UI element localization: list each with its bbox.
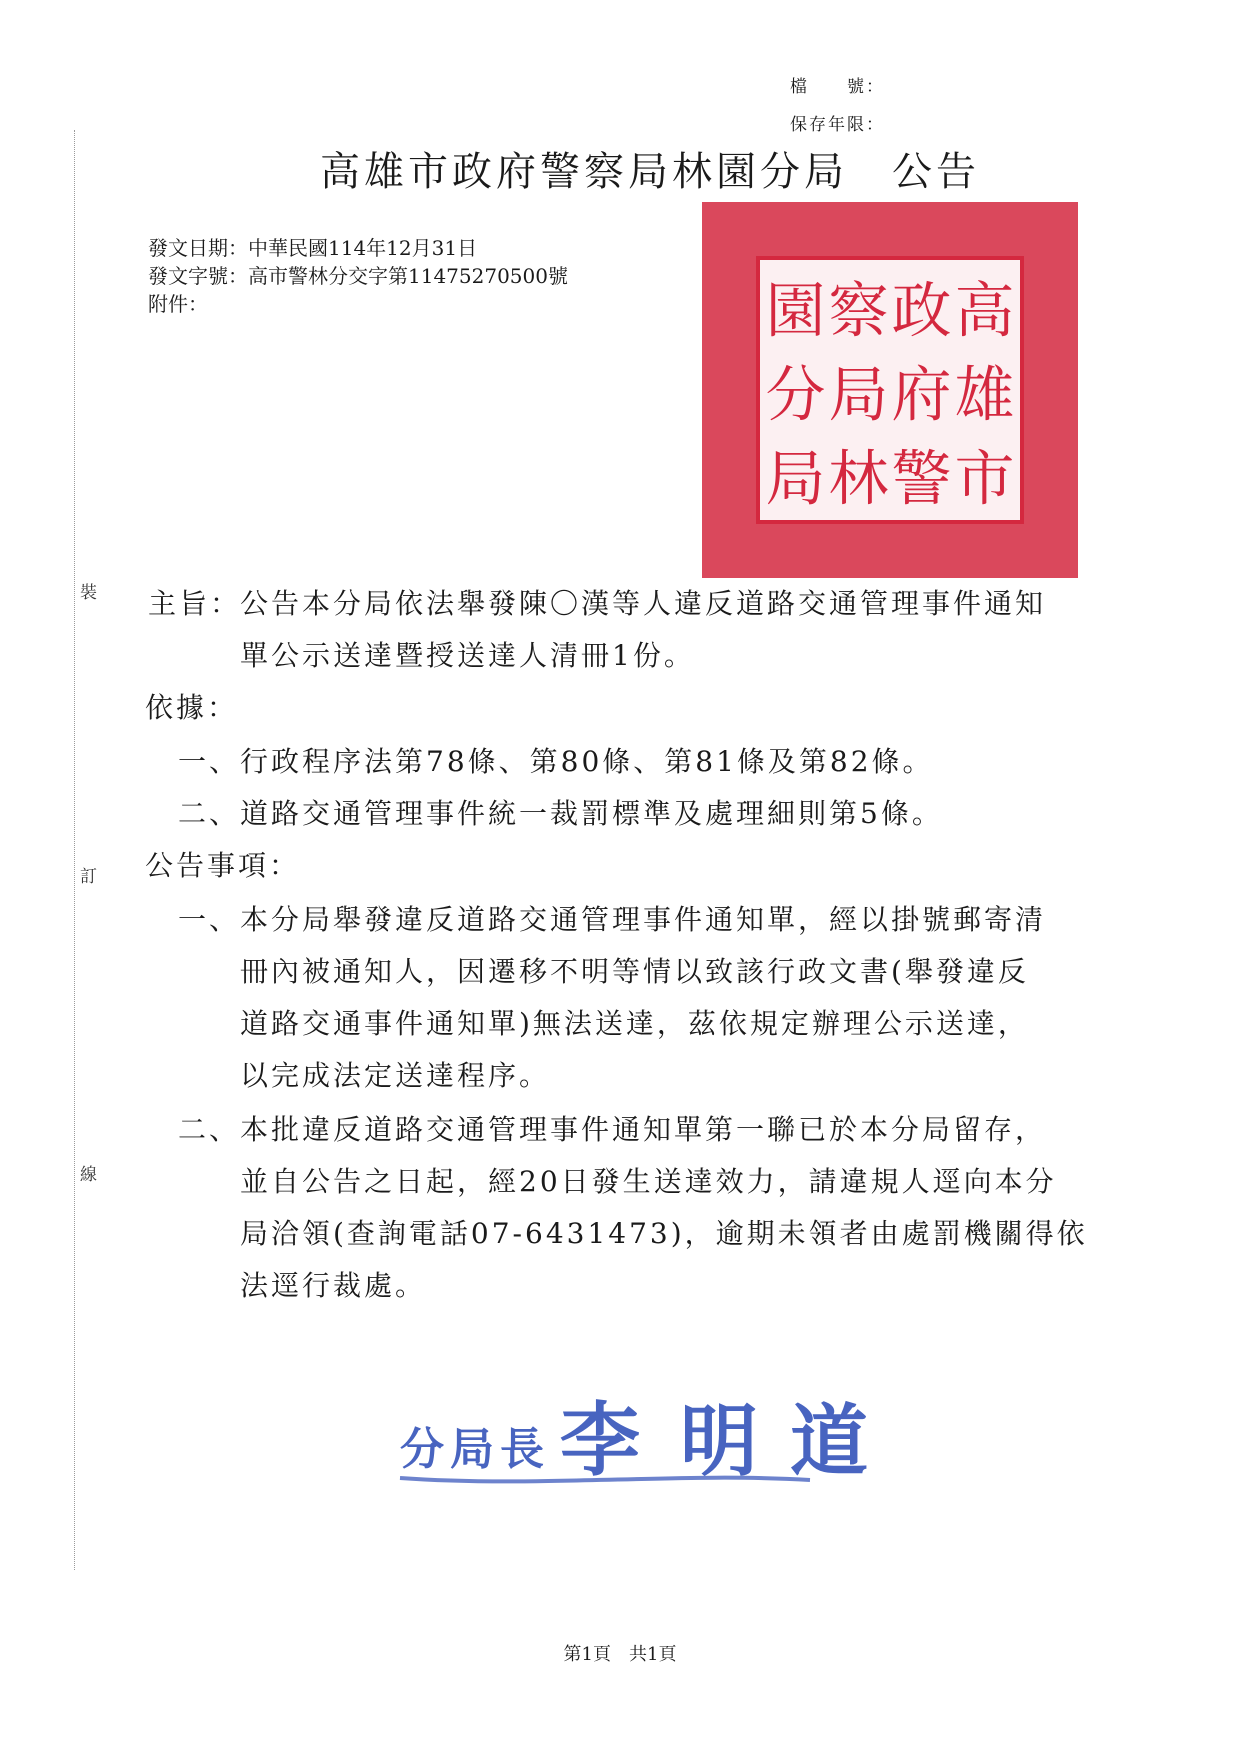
basis-item-2: 二、道路交通管理事件統一裁罰標準及處理細則第5條。 <box>178 797 943 830</box>
signature-character: 局 <box>450 1424 494 1475</box>
doc-type: 公告 <box>892 149 980 195</box>
seal-character: 警 <box>891 444 952 515</box>
seal-character: 局 <box>828 360 889 431</box>
basis-label: 依據： <box>145 691 239 724</box>
seal-character: 林 <box>828 444 889 515</box>
seal-character: 察 <box>828 276 889 347</box>
signature-character: 道 <box>790 1397 869 1487</box>
seal-character: 政 <box>891 276 952 347</box>
binding-mark-ding: 訂 <box>80 867 97 887</box>
notice-item-1-line-3: 道路交通事件通知單)無法送達，茲依規定辦理公示送達， <box>240 1007 1029 1040</box>
seal-character: 高 <box>954 276 1015 347</box>
page-title <box>320 140 980 197</box>
seal-character: 園 <box>765 276 826 347</box>
agency-name: 高雄市政府警察局林園分局 <box>320 149 848 195</box>
binding-line <box>74 130 75 1570</box>
notice-item-2-line-4: 法逕行裁處。 <box>240 1269 427 1302</box>
subject-line-1: 公告本分局依法舉發陳〇漢等人違反道路交通管理事件通知 <box>240 587 1047 620</box>
subject-line-2: 單公示送達暨授送達人清冊1份。 <box>240 639 695 672</box>
notice-item-1-line-2: 冊內被通知人，因遷移不明等情以致該行政文書(舉發違反 <box>240 955 1029 988</box>
issue-date: 發文日期：中華民國114年12月31日 <box>148 236 478 260</box>
notice-item-1-line-4: 以完成法定送達程序。 <box>240 1059 551 1092</box>
notice-label: 公告事項： <box>145 849 301 882</box>
seal-character: 市 <box>954 444 1015 515</box>
subject-label: 主旨： <box>148 587 242 620</box>
notice-item-1-num: 一、 <box>178 903 241 936</box>
notice-item-1-line-1: 本分局舉發違反道路交通管理事件通知單，經以掛號郵寄清 <box>240 903 1047 936</box>
official-seal <box>700 200 1080 580</box>
attachment-label: 附件： <box>148 292 208 316</box>
issue-doc-no: 發文字號：高市警林分交字第11475270500號 <box>148 264 568 288</box>
binding-mark-xian: 線 <box>80 1165 97 1185</box>
basis-item-1: 一、行政程序法第78條、第80條、第81條及第82條。 <box>178 745 934 778</box>
signature-characters <box>400 1394 868 1487</box>
file-no-label: 檔 號： <box>790 77 885 97</box>
seal-character: 分 <box>765 360 826 431</box>
retention-label: 保存年限： <box>790 115 885 135</box>
page-number: 第1頁 共1頁 <box>563 1644 677 1665</box>
signature-character: 長 <box>500 1424 544 1475</box>
signature-character: 分 <box>400 1424 444 1475</box>
seal-character: 局 <box>765 444 826 515</box>
seal-character: 府 <box>891 360 952 431</box>
binding-mark-zhuang: 裝 <box>80 583 97 603</box>
notice-item-2-line-3: 局洽領(查詢電話07-6431473)，逾期未領者由處罰機關得依 <box>240 1217 1088 1250</box>
seal-character: 雄 <box>954 360 1015 431</box>
notice-item-2-num: 二、 <box>178 1113 241 1146</box>
signature-character: 李 <box>560 1394 640 1487</box>
signature-character: 明 <box>680 1397 759 1487</box>
chief-signature <box>380 1360 940 1500</box>
notice-item-2-line-1: 本批違反道路交通管理事件通知單第一聯已於本分局留存， <box>240 1113 1047 1146</box>
notice-item-2-line-2: 並自公告之日起，經20日發生送達效力，請違規人逕向本分 <box>240 1165 1057 1198</box>
